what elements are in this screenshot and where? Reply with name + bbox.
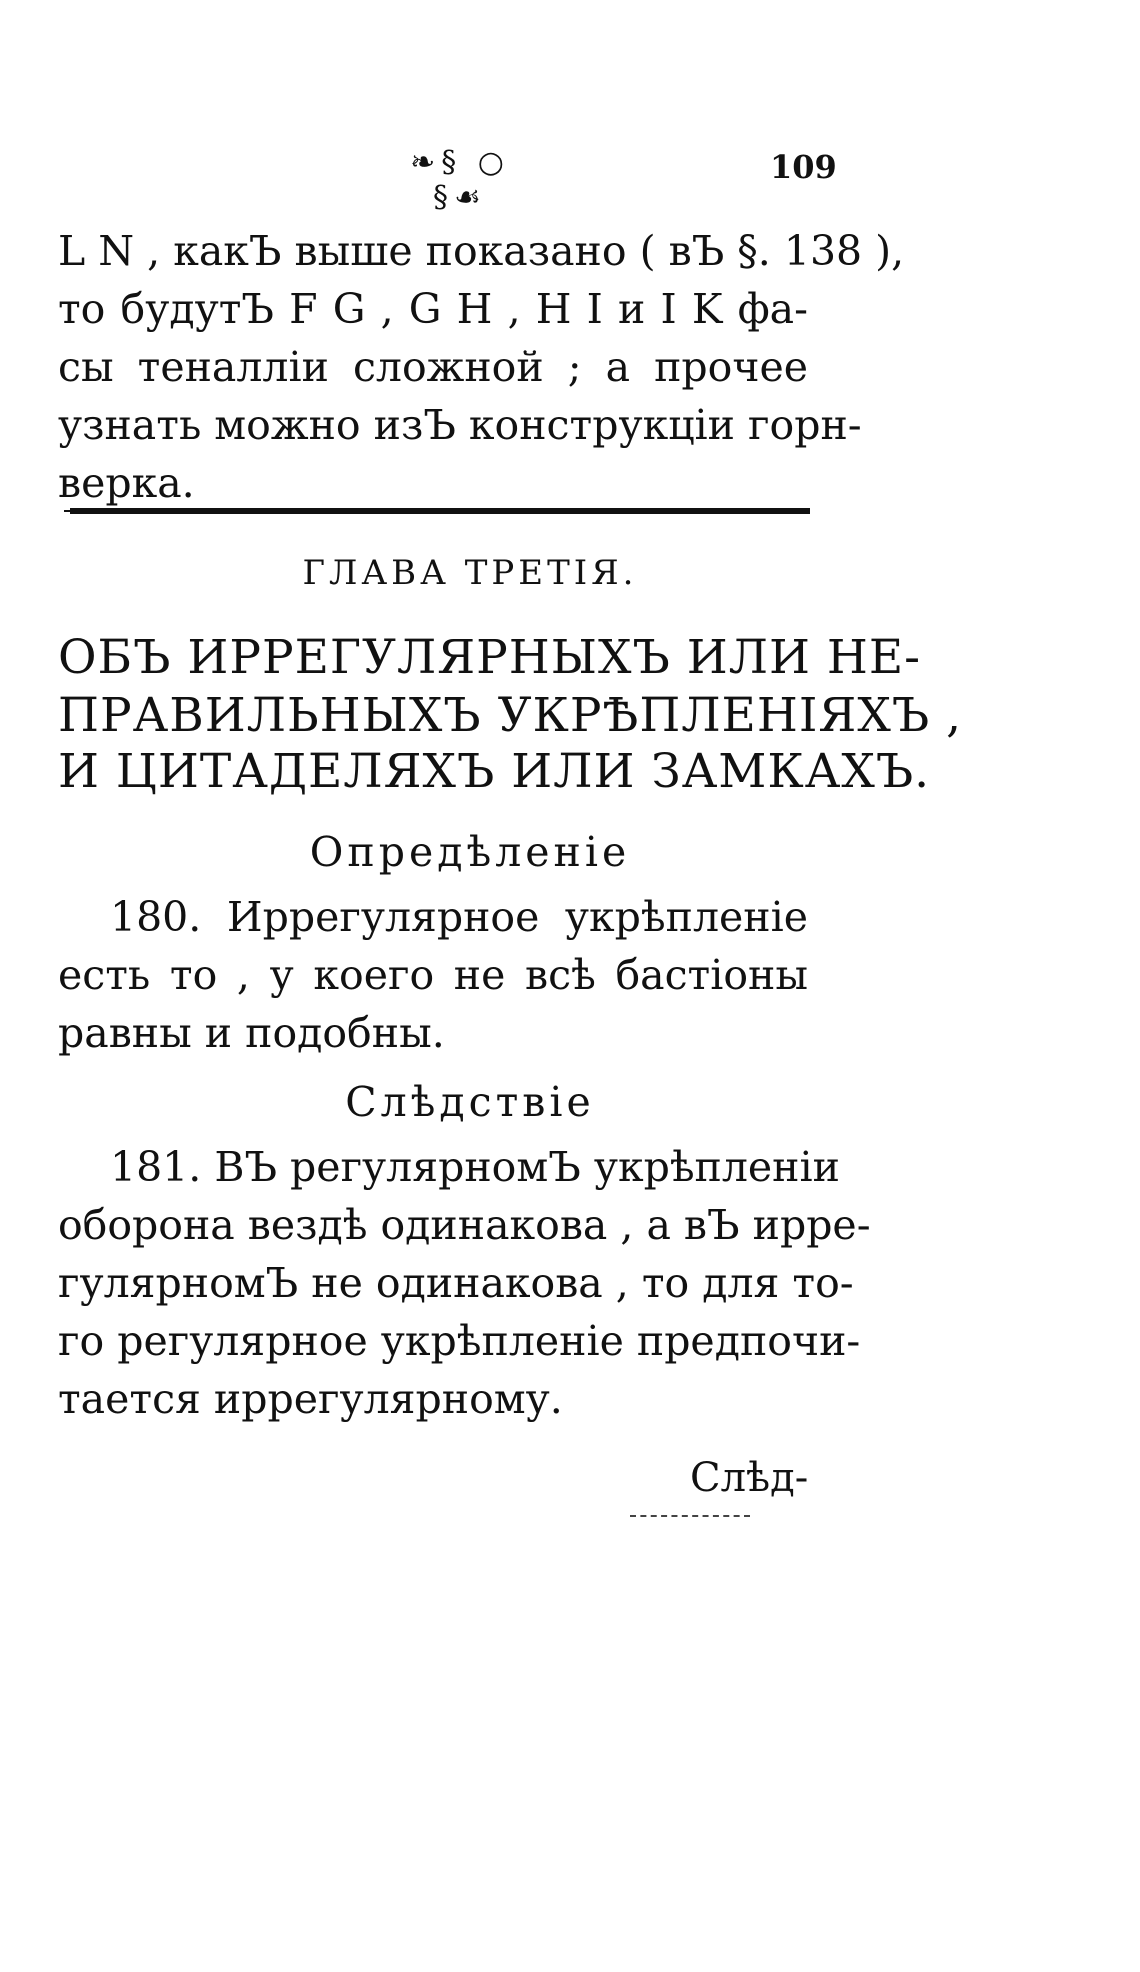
paragraph-line: L N , какЪ выше показано ( вЪ §. 138 ),: [58, 227, 905, 275]
definition-heading: Опредѣленiе: [309, 828, 631, 876]
catchword-underline: [630, 1515, 750, 1517]
corollary-line: гулярномЪ не одинакова , то для то-: [58, 1259, 854, 1307]
corollary-heading: Слѣдствiе: [345, 1078, 595, 1126]
chapter-title-line: ОБЪ ИРРЕГУЛЯРНЫХЪ ИЛИ НЕ-: [58, 630, 922, 685]
page-number: 109: [770, 148, 837, 186]
definition-line: есть то , у коего не всѣ бастiоны: [58, 951, 808, 999]
paragraph-line: узнать можно изЪ конструкцiи горн-: [58, 401, 862, 449]
corollary-line: 181. ВЪ регулярномЪ укрѣпленiи: [110, 1143, 840, 1191]
paragraph-line: то будутЪ F G , G H , H I и I K фа-: [58, 285, 808, 333]
corollary-line: го регулярное укрѣпленiе предпочи-: [58, 1317, 861, 1365]
chapter-title-line: И ЦИТАДЕЛЯХЪ ИЛИ ЗАМКАХЪ.: [58, 744, 931, 799]
chapter-label: ГЛАВА ТРЕТIЯ.: [302, 553, 638, 593]
definition-line: равны и подобны.: [58, 1009, 445, 1057]
corollary-line: тается иррегулярному.: [58, 1375, 563, 1423]
chapter-title-line: ПРАВИЛЬНЫХЪ УКРѢПЛЕНIЯХЪ ,: [58, 688, 963, 743]
paragraph-line: верка.: [58, 459, 195, 507]
definition-line: 180. Иррегулярное укрѣпленiе: [110, 893, 808, 941]
section-divider: [70, 508, 810, 514]
header-ornament: ❧§ ○ §☙: [410, 145, 510, 215]
corollary-line: оборона вездѣ одинакова , а вЪ ирре-: [58, 1201, 871, 1249]
catchword: Слѣд-: [690, 1455, 809, 1501]
paragraph-line: сы теналлiи сложной ; а прочее: [58, 343, 808, 391]
